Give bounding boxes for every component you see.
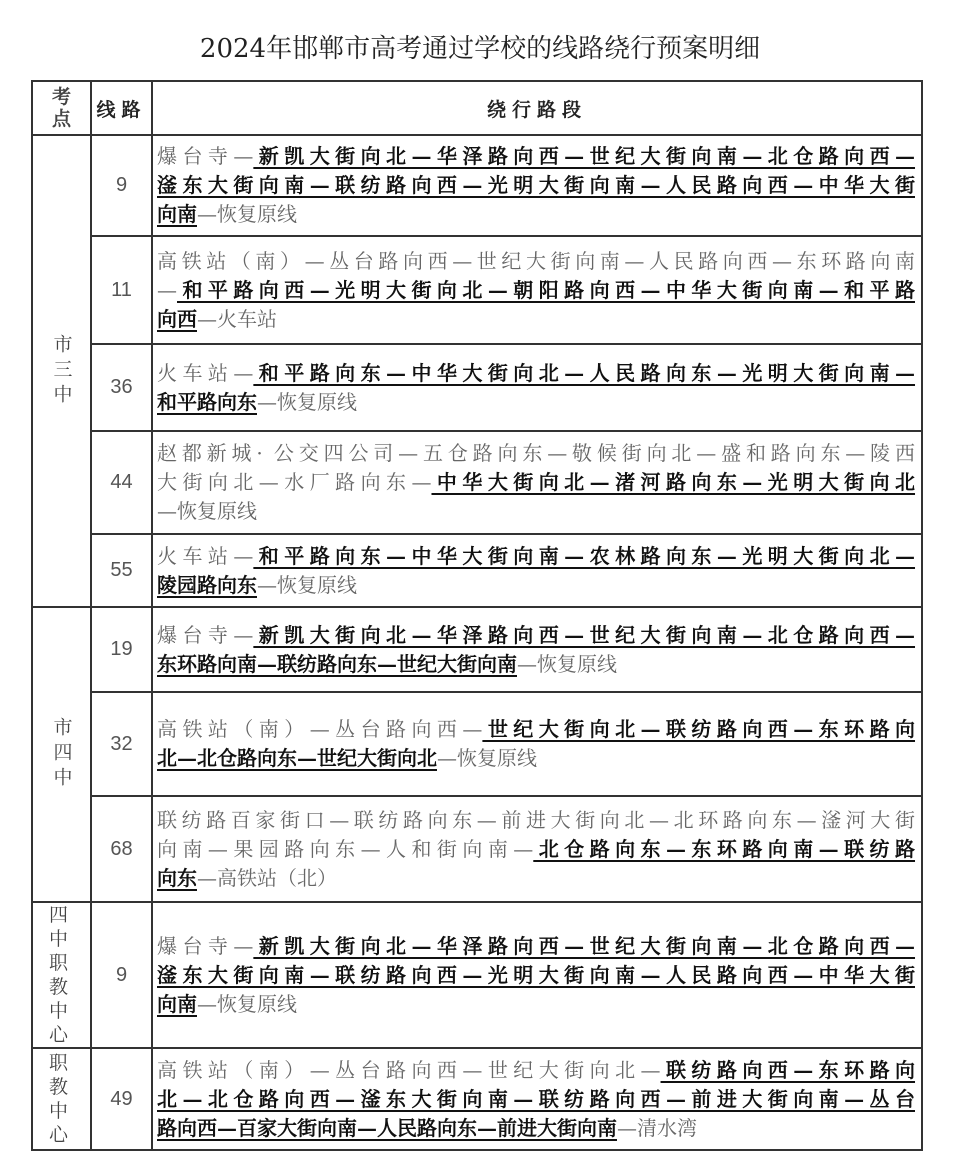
route-number: 36 bbox=[91, 344, 152, 431]
detour-line bbox=[157, 932, 915, 961]
detour-path-cell bbox=[152, 1048, 922, 1150]
header-exam-site: 考点 bbox=[32, 81, 91, 135]
detour-line bbox=[157, 864, 915, 893]
route-segment: 大街向北—水厂路向东— bbox=[157, 470, 432, 494]
route-segment: —恢复原线 bbox=[197, 991, 297, 1016]
route-number: 44 bbox=[91, 431, 152, 534]
table-row bbox=[32, 431, 922, 534]
table-row bbox=[32, 344, 922, 431]
table-row bbox=[32, 796, 922, 902]
detour-segment: 陵园路向东 bbox=[157, 572, 257, 597]
detour-line bbox=[157, 542, 915, 571]
detour-path-cell bbox=[152, 344, 922, 431]
detour-line bbox=[157, 1114, 915, 1143]
route-segment: —恢复原线 bbox=[257, 572, 357, 597]
detour-line bbox=[157, 835, 915, 864]
detour-line bbox=[157, 621, 915, 650]
detour-line bbox=[157, 1056, 915, 1085]
detour-path-cell bbox=[152, 135, 922, 236]
detour-path-cell bbox=[152, 431, 922, 534]
route-number: 19 bbox=[91, 607, 152, 692]
exam-site-cell bbox=[32, 902, 91, 1048]
table-row bbox=[32, 1048, 922, 1150]
route-segment: 高铁站（南）—丛台路向西— bbox=[157, 717, 483, 741]
detour-path-cell bbox=[152, 534, 922, 607]
detour-line bbox=[157, 571, 915, 600]
detour-table bbox=[31, 80, 923, 1151]
detour-path-cell bbox=[152, 692, 922, 796]
detour-line bbox=[157, 990, 915, 1019]
exam-site-cell bbox=[32, 607, 91, 902]
detour-segment: 北—北仓路向东—世纪大街向北 bbox=[157, 746, 437, 770]
detour-segment: 向南 bbox=[157, 202, 197, 226]
detour-line bbox=[157, 439, 915, 468]
table-row bbox=[32, 607, 922, 692]
route-segment: 赵都新城· 公交四公司—五仓路向东—敬候街向北—盛和路向东—陵西 bbox=[157, 441, 915, 465]
route-number: 68 bbox=[91, 796, 152, 902]
route-segment: 火车站— bbox=[157, 543, 254, 568]
exam-site-label: 四中职教中心 bbox=[48, 904, 74, 1046]
detour-segment: 向南 bbox=[157, 991, 197, 1016]
route-number: 55 bbox=[91, 534, 152, 607]
table-header-row bbox=[32, 81, 922, 135]
route-segment: 爆台寺— bbox=[157, 144, 254, 168]
detour-line bbox=[157, 142, 915, 171]
route-segment: —恢复原线 bbox=[157, 499, 257, 523]
detour-line bbox=[157, 1085, 915, 1114]
route-segment: — bbox=[157, 277, 177, 302]
detour-segment: 向东 bbox=[157, 865, 197, 890]
detour-line bbox=[157, 171, 915, 200]
detour-segment: 北仓路向东—东环路向南—联纺路 bbox=[533, 836, 916, 861]
detour-segment: 和平路向西—光明大街向北—朝阳路向西—中华大街向南—和平路 bbox=[177, 277, 915, 302]
route-segment: 联纺路百家街口—联纺路向东—前进大街向北—北环路向东—滏河大街 bbox=[157, 807, 915, 832]
table-row bbox=[32, 236, 922, 344]
detour-line bbox=[157, 305, 915, 334]
route-number: 9 bbox=[91, 135, 152, 236]
exam-site-label: 职教中心 bbox=[48, 1052, 74, 1146]
header-detour: 绕行路段 bbox=[152, 81, 922, 135]
exam-site-cell bbox=[32, 135, 91, 607]
detour-line bbox=[157, 806, 915, 835]
detour-line bbox=[157, 468, 915, 497]
route-number: 49 bbox=[91, 1048, 152, 1150]
route-segment: —高铁站（北） bbox=[197, 865, 337, 890]
exam-site-label: 市四中 bbox=[50, 717, 73, 792]
detour-line bbox=[157, 276, 915, 305]
exam-site-cell bbox=[32, 1048, 91, 1150]
page-title: 2024年邯郸市高考通过学校的线路绕行预案明细 bbox=[199, 34, 761, 64]
route-segment: —火车站 bbox=[197, 306, 277, 331]
route-number: 9 bbox=[91, 902, 152, 1048]
route-segment: 高铁站（南）—丛台路向西—世纪大街向北— bbox=[157, 1057, 661, 1082]
route-segment: —恢复原线 bbox=[437, 746, 537, 770]
route-segment: 向南—果园路向东—人和街向南— bbox=[157, 836, 534, 861]
route-segment: —清水湾 bbox=[617, 1115, 697, 1140]
table-row bbox=[32, 902, 922, 1048]
detour-segment: 和平路向东—中华大街向北—人民路向东—光明大街向南— bbox=[253, 360, 916, 385]
detour-segment: 新凯大街向北—华泽路向西—世纪大街向南—北仓路向西— bbox=[253, 933, 916, 958]
detour-path-cell bbox=[152, 902, 922, 1048]
detour-line bbox=[157, 497, 915, 526]
route-segment: 高铁站（南）—丛台路向西—世纪大街向南—人民路向西—东环路向南 bbox=[157, 248, 915, 273]
detour-path-cell bbox=[152, 236, 922, 344]
detour-line bbox=[157, 200, 915, 229]
detour-segment: 北—北仓路向西—滏东大街向南—联纺路向西—前进大街向南—丛台 bbox=[157, 1086, 915, 1111]
detour-segment: 路向西—百家大街向南—人民路向东—前进大街向南 bbox=[157, 1115, 617, 1140]
detour-segment: 世纪大街向北—联纺路向西—东环路向 bbox=[482, 717, 916, 741]
detour-segment: 和平路向东 bbox=[157, 389, 257, 414]
table-row bbox=[32, 135, 922, 236]
detour-path-cell bbox=[152, 796, 922, 902]
detour-segment: 新凯大街向北—华泽路向西—世纪大街向南—北仓路向西— bbox=[253, 622, 916, 647]
detour-segment: 向西 bbox=[157, 306, 197, 331]
table-row bbox=[32, 534, 922, 607]
route-segment: 火车站— bbox=[157, 360, 254, 385]
header-route: 线路 bbox=[91, 81, 152, 135]
detour-segment: 和平路向东—中华大街向南—农林路向东—光明大街向北— bbox=[253, 543, 916, 568]
detour-segment: 联纺路向西—东环路向 bbox=[660, 1057, 916, 1082]
detour-path-cell bbox=[152, 607, 922, 692]
detour-line bbox=[157, 388, 915, 417]
route-segment: 爆台寺— bbox=[157, 622, 254, 647]
detour-segment: 滏东大街向南—联纺路向西—光明大街向南—人民路向西—中华大街 bbox=[157, 173, 915, 197]
route-segment: —恢复原线 bbox=[517, 651, 617, 676]
detour-line bbox=[157, 247, 915, 276]
route-segment: —恢复原线 bbox=[257, 389, 357, 414]
detour-segment: 新凯大街向北—华泽路向西—世纪大街向南—北仓路向西— bbox=[253, 144, 916, 168]
detour-segment: 东环路向南—联纺路向东—世纪大街向南 bbox=[157, 651, 517, 676]
route-segment: —恢复原线 bbox=[197, 202, 297, 226]
detour-line bbox=[157, 650, 915, 679]
exam-site-label: 市三中 bbox=[50, 333, 73, 409]
detour-line bbox=[157, 359, 915, 388]
table-row bbox=[32, 692, 922, 796]
route-number: 11 bbox=[91, 236, 152, 344]
detour-segment: 中华大街向北—渚河路向东—光明大街向北 bbox=[431, 470, 916, 494]
detour-segment: 滏东大街向南—联纺路向西—光明大街向南—人民路向西—中华大街 bbox=[157, 962, 915, 987]
detour-line bbox=[157, 961, 915, 990]
detour-line bbox=[157, 715, 915, 744]
route-number: 32 bbox=[91, 692, 152, 796]
route-segment: 爆台寺— bbox=[157, 933, 254, 958]
detour-line bbox=[157, 744, 915, 773]
